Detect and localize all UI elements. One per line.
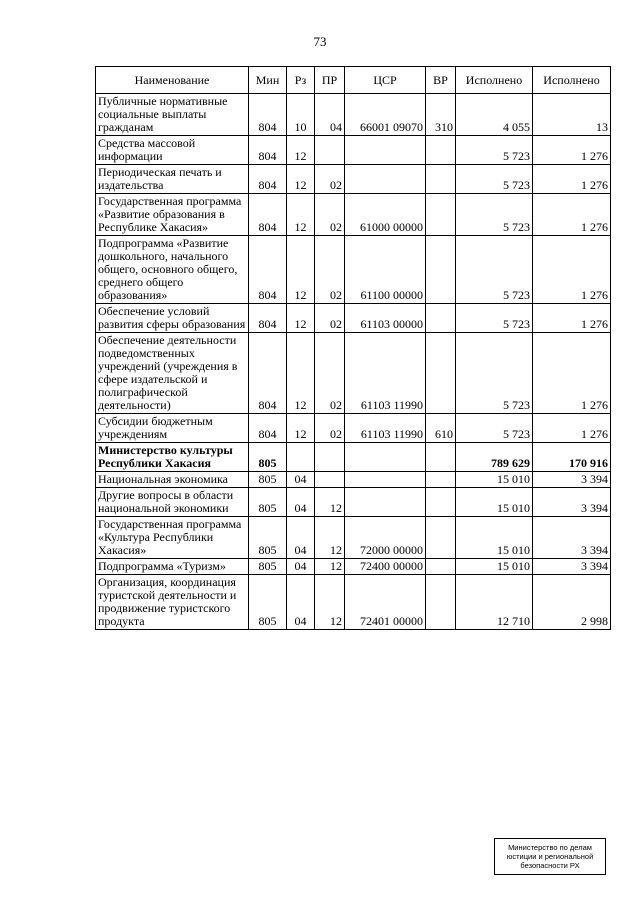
table-row (96, 517, 611, 559)
cell-executed-1: 15 010 (456, 472, 533, 488)
cell-executed-1: 5 723 (456, 194, 533, 236)
cell-csr: 72401 00000 (345, 575, 426, 630)
cell-pr: 12 (315, 575, 345, 630)
cell-executed-1: 789 629 (456, 443, 533, 472)
cell-pr: 02 (315, 194, 345, 236)
cell-name: Национальная экономика (96, 472, 249, 488)
cell-csr (345, 472, 426, 488)
cell-csr: 61103 11990 (345, 414, 426, 443)
table-row (96, 236, 611, 304)
cell-rz (287, 443, 315, 472)
cell-executed-2: 1 276 (533, 414, 611, 443)
cell-min: 805 (249, 488, 287, 517)
cell-executed-1: 15 010 (456, 488, 533, 517)
cell-min: 805 (249, 575, 287, 630)
cell-min: 804 (249, 194, 287, 236)
header-csr: ЦСР (345, 67, 426, 94)
cell-csr: 72400 00000 (345, 559, 426, 575)
cell-executed-2: 13 (533, 94, 611, 136)
cell-pr: 04 (315, 94, 345, 136)
stamp-line: юстиции и региональной (506, 852, 594, 861)
cell-rz: 04 (287, 472, 315, 488)
cell-csr: 61103 11990 (345, 333, 426, 414)
cell-executed-2: 1 276 (533, 194, 611, 236)
table-row (96, 488, 611, 517)
table-row (96, 304, 611, 333)
cell-name: Средства массовой информации (96, 136, 249, 165)
table-row (96, 94, 611, 136)
cell-name: Субсидии бюджетным учреждениям (96, 414, 249, 443)
table-row (96, 414, 611, 443)
cell-pr: 02 (315, 333, 345, 414)
cell-name: Государственная программа «Культура Республики Хакасия» (96, 517, 249, 559)
cell-vr: 610 (426, 414, 456, 443)
table-row (96, 165, 611, 194)
cell-csr: 66001 09070 (345, 94, 426, 136)
cell-pr: 12 (315, 559, 345, 575)
cell-executed-2: 3 394 (533, 488, 611, 517)
cell-name: Обеспечение деятельности подведомственных учреждений (учреждения в сфере издательской и полиграфической деятельности) (96, 333, 249, 414)
cell-executed-2: 1 276 (533, 136, 611, 165)
cell-min: 805 (249, 443, 287, 472)
cell-name: Министерство культуры Республики Хакасия (96, 443, 249, 472)
cell-vr (426, 194, 456, 236)
cell-csr (345, 488, 426, 517)
cell-executed-1: 5 723 (456, 304, 533, 333)
table-row (96, 333, 611, 414)
cell-min: 805 (249, 472, 287, 488)
cell-name: Подпрограмма «Развитие дошкольного, начального общего, основного общего, среднего общего образования» (96, 236, 249, 304)
cell-rz: 04 (287, 488, 315, 517)
cell-executed-1: 5 723 (456, 165, 533, 194)
cell-name: Периодическая печать и издательства (96, 165, 249, 194)
table-row (96, 443, 611, 472)
table-row (96, 136, 611, 165)
cell-executed-1: 12 710 (456, 575, 533, 630)
header-pr: ПР (315, 67, 345, 94)
stamp-line: Министерство по делам (508, 843, 592, 852)
cell-vr (426, 236, 456, 304)
cell-min: 804 (249, 165, 287, 194)
cell-rz: 12 (287, 165, 315, 194)
budget-table (95, 66, 611, 630)
cell-rz: 12 (287, 304, 315, 333)
cell-rz: 12 (287, 194, 315, 236)
cell-rz: 12 (287, 236, 315, 304)
cell-vr (426, 165, 456, 194)
cell-csr: 61103 00000 (345, 304, 426, 333)
cell-executed-2: 1 276 (533, 165, 611, 194)
cell-pr: 12 (315, 488, 345, 517)
cell-pr: 02 (315, 414, 345, 443)
cell-executed-2: 2 998 (533, 575, 611, 630)
header-vr: ВР (426, 67, 456, 94)
cell-csr: 72000 00000 (345, 517, 426, 559)
table-header-row (96, 67, 611, 94)
cell-name: Организация, координация туристской деятельности и продвижение туристского продукта (96, 575, 249, 630)
cell-rz: 04 (287, 575, 315, 630)
cell-min: 804 (249, 236, 287, 304)
cell-min: 805 (249, 559, 287, 575)
cell-pr: 02 (315, 165, 345, 194)
cell-pr (315, 472, 345, 488)
cell-executed-1: 15 010 (456, 517, 533, 559)
cell-executed-2: 3 394 (533, 559, 611, 575)
header-executed-1: Исполнено (456, 67, 533, 94)
cell-rz: 12 (287, 414, 315, 443)
table-row (96, 575, 611, 630)
cell-executed-2: 3 394 (533, 517, 611, 559)
cell-pr (315, 136, 345, 165)
table-row (96, 194, 611, 236)
header-name: Наименование (96, 67, 249, 94)
cell-name: Другие вопросы в области национальной экономики (96, 488, 249, 517)
ministry-stamp (494, 838, 606, 875)
cell-name: Публичные нормативные социальные выплаты гражданам (96, 94, 249, 136)
cell-min: 804 (249, 333, 287, 414)
cell-csr: 61100 00000 (345, 236, 426, 304)
cell-executed-1: 5 723 (456, 136, 533, 165)
table-row (96, 559, 611, 575)
cell-vr (426, 472, 456, 488)
cell-vr (426, 517, 456, 559)
cell-rz: 04 (287, 517, 315, 559)
header-min: Мин (249, 67, 287, 94)
header-executed-2: Исполнено (533, 67, 611, 94)
stamp-line: безопасности РХ (520, 861, 580, 870)
cell-pr (315, 443, 345, 472)
cell-vr (426, 559, 456, 575)
cell-pr: 12 (315, 517, 345, 559)
cell-executed-2: 1 276 (533, 236, 611, 304)
cell-executed-2: 1 276 (533, 333, 611, 414)
cell-vr (426, 333, 456, 414)
cell-csr (345, 136, 426, 165)
cell-min: 804 (249, 304, 287, 333)
cell-rz: 12 (287, 136, 315, 165)
cell-min: 805 (249, 517, 287, 559)
cell-name: Подпрограмма «Туризм» (96, 559, 249, 575)
cell-vr (426, 575, 456, 630)
cell-name: Обеспечение условий развития сферы образования (96, 304, 249, 333)
cell-executed-1: 5 723 (456, 236, 533, 304)
cell-executed-1: 4 055 (456, 94, 533, 136)
cell-vr: 310 (426, 94, 456, 136)
cell-executed-2: 170 916 (533, 443, 611, 472)
cell-min: 804 (249, 414, 287, 443)
cell-min: 804 (249, 94, 287, 136)
page-number: 73 (313, 34, 327, 49)
table-row (96, 472, 611, 488)
cell-vr (426, 136, 456, 165)
cell-pr: 02 (315, 236, 345, 304)
cell-executed-1: 5 723 (456, 414, 533, 443)
cell-name: Государственная программа «Развитие образования в Республике Хакасия» (96, 194, 249, 236)
cell-csr (345, 443, 426, 472)
cell-vr (426, 488, 456, 517)
header-rz: Рз (287, 67, 315, 94)
cell-min: 804 (249, 136, 287, 165)
cell-rz: 04 (287, 559, 315, 575)
table-body (96, 94, 611, 630)
cell-executed-1: 5 723 (456, 333, 533, 414)
cell-executed-2: 1 276 (533, 304, 611, 333)
cell-pr: 02 (315, 304, 345, 333)
cell-rz: 12 (287, 333, 315, 414)
cell-csr: 61000 00000 (345, 194, 426, 236)
cell-executed-2: 3 394 (533, 472, 611, 488)
cell-rz: 10 (287, 94, 315, 136)
cell-executed-1: 15 010 (456, 559, 533, 575)
cell-vr (426, 304, 456, 333)
cell-vr (426, 443, 456, 472)
cell-csr (345, 165, 426, 194)
